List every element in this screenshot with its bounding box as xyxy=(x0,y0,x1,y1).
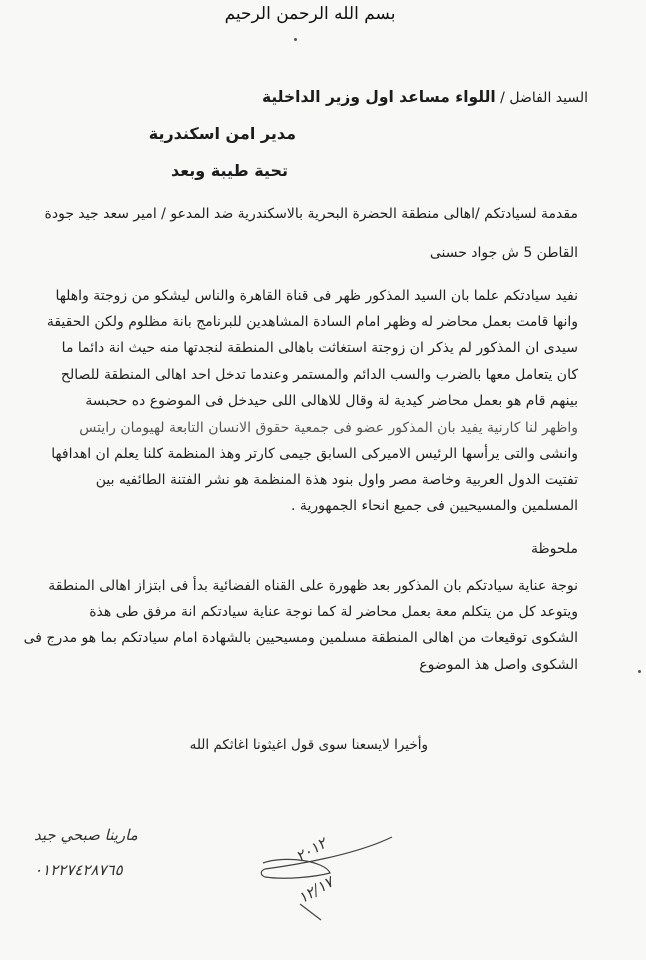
greeting: تحية طيبة وبعد xyxy=(171,161,288,180)
note-line: ويتوعد كل من يتكلم معة بعمل محاضر لة كما نوجة عناية سيادتكم انة مرفق طى هذة xyxy=(89,604,578,620)
body-line: سيدى ان المذكور لم يذكر ان زوجتة استغاثت باهالى المنطقة لنجدتها منه حيث انة دائما ما xyxy=(61,340,578,356)
body-line: تفتيت الدول العربية وخاصة مصر واول بنود هذة المنظمة هو نشر الفتنة الطائفيه بين xyxy=(95,472,578,488)
body-line: واظهر لنا كارنية يفيد بان المذكور عضو فى جمعية حقوق الانسان التابعة لهيومان رايتس xyxy=(79,420,578,436)
basmala-heading: بسم الله الرحمن الرحيم xyxy=(224,4,396,24)
note-line: الشكوى واصل هذ الموضوع xyxy=(419,657,578,673)
note-line: نوجة عناية سيادتكم بان المذكور بعد ظهورة على القناه الفضائية بدأ فى ابتزاز اهالى المنطقة xyxy=(48,578,578,594)
body-line: وانها قامت بعمل محاضر له وظهر امام السادة المشاهدين للبرنامج بانة مظلوم ولكن الحقيقة xyxy=(46,314,578,330)
note-heading: ملحوظة xyxy=(530,541,578,557)
handwritten-date-year: ٢٠١٢ xyxy=(292,834,330,866)
signer-phone: ٠١٢٢٧٤٢٨٧٦٥ xyxy=(34,861,123,879)
subject-line-2: القاطن 5 ش جواد حسنى xyxy=(429,245,578,261)
recipient-office: مدير امن اسكندرية xyxy=(148,124,296,143)
signature-scribble-icon xyxy=(255,825,415,935)
scan-speck xyxy=(638,670,641,673)
body-line: نفيد سيادتكم علما بان السيد المذكور ظهر فى قناة القاهرة والناس ليشكو من زوجتة واهلها xyxy=(55,288,578,304)
recipient-prefix: السيد الفاضل / xyxy=(500,90,588,106)
closing-line: وأخيرا لايسعنا سوى قول اغيثونا اغاثكم الله xyxy=(189,737,428,753)
scan-speck xyxy=(294,38,297,41)
recipient-line xyxy=(262,88,588,106)
body-line: بينهم قام هو بعمل محاضر كيدية لة وقال للاهالى اللى حيدخل فى الموضوع ده ححبسة xyxy=(85,393,578,409)
note-line: الشكوى توقيعات من اهالى المنطقة مسلمين ومسيحيين بالشهادة امام سيادتكم بما هو مدرج فى xyxy=(23,630,578,646)
handwritten-date-stamp xyxy=(255,825,415,935)
body-line: كان يتعامل معها بالضرب والسب الدائم والمستمر وعندما تدخل احد اهالى المنطقة للصالح xyxy=(60,367,578,383)
body-line: وانشى والتى يرأسها الرئيس الاميركى السابق جيمى كارتر وهذ المنظمة كلنا يعلم ان اهدافها xyxy=(51,446,578,462)
handwritten-date-daymonth: ١٢/١٧ xyxy=(294,872,337,908)
body-line: المسلمين والمسيحيين فى جميع انحاء الجمهورية . xyxy=(291,498,578,514)
recipient-title: اللواء مساعد اول وزير الداخلية xyxy=(261,88,496,106)
signer-name: مارينا صبحي جيد xyxy=(34,826,138,844)
subject-line-1: مقدمة لسيادتكم /اهالى منطقة الحضرة البحرية بالاسكندرية ضد المدعو / امير سعد جيد جودة xyxy=(44,206,578,222)
